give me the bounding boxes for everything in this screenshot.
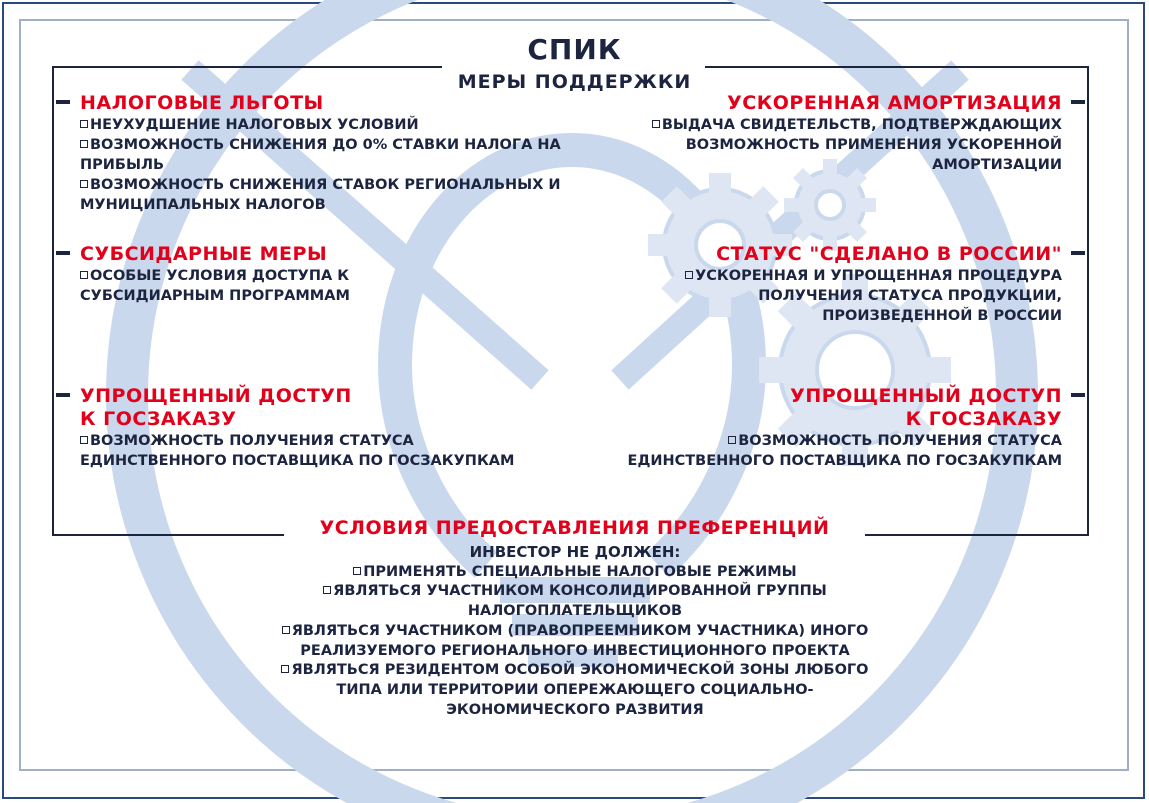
conditions-title: УСЛОВИЯ ПРЕДОСТАВЛЕНИЯ ПРЕФЕРЕНЦИЙ [319,517,830,539]
list-item: ЯВЛЯТЬСЯ УЧАСТНИКОМ (ПРАВОПРЕЕМНИКОМ УЧАСТНИКА) ИНОГО РЕАЛИЗУЕМОГО РЕГИОНАЛЬНОГО ИНВЕСТИЦИОННОГО ПРОЕКТА [280,622,870,661]
conditions-block [280,543,870,720]
bullet-box-icon [323,586,331,594]
dash-subsidy [56,251,70,255]
section-subsidy [80,243,410,306]
section-gov-left-title-2: К ГОСЗАКАЗУ [80,408,237,430]
section-gov-right-title-2: К ГОСЗАКАЗУ [905,408,1062,430]
section-amort [620,92,1062,175]
bullet-box-icon [353,567,361,575]
list-item: ЯВЛЯТЬСЯ РЕЗИДЕНТОМ ОСОБОЙ ЭКОНОМИЧЕСКОЙ ЗОНЫ ЛЮБОГО ТИПА ИЛИ ТЕРРИТОРИИ ОПЕРЕЖАЮЩЕГО СОЦИАЛЬНО-ЭКОНОМИЧЕСКОГО РАЗВИТИЯ [280,661,870,720]
section-gov-right-title-1: УПРОЩЕННЫЙ ДОСТУП [790,385,1062,407]
bullet-box-icon [80,120,88,128]
bullet-box-icon [282,626,290,634]
bullet-box-icon [80,271,88,279]
dash-gov-left [56,393,70,397]
dash-tax [56,100,70,104]
section-gov-left-title-1: УПРОЩЕННЫЙ ДОСТУП [80,385,352,407]
list-item: ВОЗМОЖНОСТЬ ПОЛУЧЕНИЯ СТАТУСА ЕДИНСТВЕННОГО ПОСТАВЩИКА ПО ГОСЗАКУПКАМ [80,433,515,469]
bullet-box-icon [685,271,693,279]
dash-gov-right [1071,393,1085,397]
bullet-box-icon [728,436,736,444]
bullet-box-icon [652,120,660,128]
bullet-box-icon [80,436,88,444]
bullet-box-icon [80,140,88,148]
dash-made [1071,251,1085,255]
section-gov-right [592,385,1062,471]
section-gov-left [80,385,550,471]
list-item: ЯВЛЯТЬСЯ УЧАСТНИКОМ КОНСОЛИДИРОВАННОЙ ГРУППЫ НАЛОГОПЛАТЕЛЬЩИКОВ [280,582,870,621]
page-title: СПИК [527,33,622,66]
page-subtitle: МЕРЫ ПОДДЕРЖКИ [457,71,692,93]
box-left [52,66,54,536]
box-top-right [705,66,1089,68]
bullet-box-icon [80,180,88,188]
list-item: ПРИМЕНЯТЬ СПЕЦИАЛЬНЫЕ НАЛОГОВЫЕ РЕЖИМЫ [280,563,870,583]
box-right [1087,66,1089,536]
conditions-lead: ИНВЕСТОР НЕ ДОЛЖЕН: [469,543,681,561]
list-item: ВОЗМОЖНОСТЬ СНИЖЕНИЯ ДО 0% СТАВКИ НАЛОГА НА ПРИБЫЛЬ [80,137,561,173]
section-subsidy-title: СУБСИДАРНЫЕ МЕРЫ [80,243,328,265]
list-item: ВОЗМОЖНОСТЬ ПОЛУЧЕНИЯ СТАТУСА ЕДИНСТВЕННОГО ПОСТАВЩИКА ПО ГОСЗАКУПКАМ [627,433,1062,469]
dash-amort [1071,100,1085,104]
list-item: ВОЗМОЖНОСТЬ СНИЖЕНИЯ СТАВОК РЕГИОНАЛЬНЫХ И МУНИЦИПАЛЬНЫХ НАЛОГОВ [80,177,561,213]
section-made-title: СТАТУС "СДЕЛАНО В РОССИИ" [716,243,1062,265]
section-amort-title: УСКОРЕННАЯ АМОРТИЗАЦИЯ [727,92,1062,114]
section-tax-title: НАЛОГОВЫЕ ЛЬГОТЫ [80,92,324,114]
box-top-left [52,66,442,68]
section-made-in-russia [642,243,1062,326]
section-tax [80,92,590,215]
bullet-box-icon [281,665,289,673]
list-item: ВЫДАЧА СВИДЕТЕЛЬСТВ, ПОДТВЕРЖДАЮЩИХ ВОЗМОЖНОСТЬ ПРИМЕНЕНИЯ УСКОРЕННОЙ АМОРТИЗАЦИИ [620,115,1062,175]
list-item: НЕУХУДШЕНИЕ НАЛОГОВЫХ УСЛОВИЙ [80,115,590,135]
list-item: ОСОБЫЕ УСЛОВИЯ ДОСТУПА К СУБСИДИАРНЫМ ПРОГРАММАМ [80,268,350,304]
list-item: УСКОРЕННАЯ И УПРОЩЕННАЯ ПРОЦЕДУРА ПОЛУЧЕНИЯ СТАТУСА ПРОДУКЦИИ, ПРОИЗВЕДЕННОЙ В РОССИИ [642,266,1062,326]
